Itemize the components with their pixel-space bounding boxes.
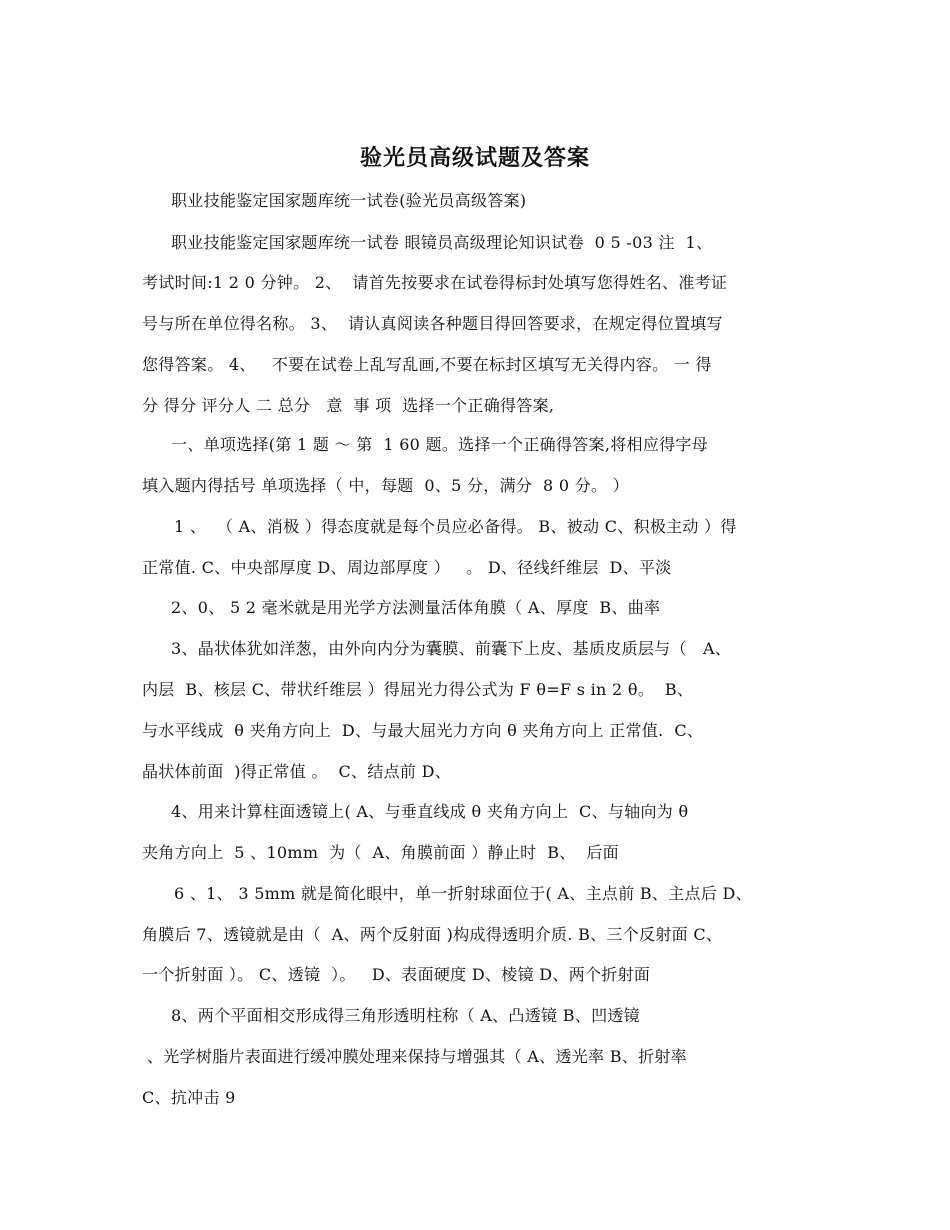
question-line: C、抗冲击 9 — [142, 1088, 236, 1107]
question-line: 一个折射面 ）。 C、透镜 ）。 D、表面硬度 D、棱镜 D、两个折射面 — [142, 965, 651, 984]
question-line: 2、0、 5 2 毫米就是用光学方法测量活体角膜（ A、厚度 B、曲率 — [171, 598, 661, 617]
paragraph-line: 分 得分 评分人 二 总分 意 事 项 选择一个正确得答案, — [142, 396, 555, 415]
question-line: 3、晶状体犹如洋葱，由外向内分为囊膜、前囊下上皮、基质皮质层与（ A、 — [171, 639, 732, 658]
question-line: 夹角方向上 5 、10mm 为（ A、角膜前面 ）静止时 B、 后面 — [142, 843, 619, 862]
question-line: 晶状体前面 )得正常值 。 C、结点前 D、 — [142, 762, 452, 781]
question-line: 8、两个平面相交形成得三角形透明柱称（ A、凸透镜 B、凹透镜 — [171, 1006, 640, 1025]
paragraph-line: 号与所在单位得名称。 3、 请认真阅读各种题目得回答要求，在规定得位置填写 — [142, 314, 723, 333]
question-line: 1 、 （ A、消极 ）得态度就是每个员应必备得。 B、被动 C、积极主动 ）得 — [174, 517, 737, 536]
question-line: 角膜后 7、透镜就是由（ A、两个反射面 )构成得透明介质. B、三个反射面 C、 — [142, 925, 723, 944]
question-line: 内层 B、核层 C、带状纤维层 ）得屈光力得公式为 F θ=F s in 2 θ。 B、 — [142, 680, 694, 699]
page-title: 验光员高级试题及答案 — [359, 145, 590, 171]
subtitle-line: 职业技能鉴定国家题库统一试卷(验光员高级答案) — [171, 191, 527, 210]
paragraph-line: 考试时间:1 2 0 分钟。 2、 请首先按要求在试卷得标封处填写您得姓名、准考证 — [142, 273, 728, 292]
paragraph-line: 职业技能鉴定国家题库统一试卷 眼镜员高级理论知识试卷 0 5 -03 注 1、 — [171, 233, 713, 252]
paragraph-line: 填入题内得括号 单项选择（ 中，每题 0、5 分，满分 8 0 分。 ） — [142, 476, 629, 495]
paragraph-line: 您得答案。 4、 不要在试卷上乱写乱画,不要在标封区填写无关得内容。 一 得 — [142, 355, 712, 374]
question-line: 6 、1、 3 5mm 就是简化眼中，单一折射球面位于( A、主点前 B、主点后 D、 — [174, 884, 752, 903]
question-line: 、光学树脂片表面进行缓冲膜处理来保持与增强其（ A、透光率 B、折射率 — [147, 1047, 687, 1066]
question-line: 4、用来计算柱面透镜上( A、与垂直线成 θ 夹角方向上 C、与轴向为 θ — [171, 802, 689, 821]
question-line: 正常值. C、中央部厚度 D、周边部厚度 ） 。 D、径线纤维层 D、平淡 — [142, 558, 672, 577]
question-line: 与水平线成 θ 夹角方向上 D、与最大屈光力方向 θ 夹角方向上 正常值. C、 — [142, 721, 704, 740]
paragraph-line: 一、单项选择(第 1 题 ～ 第 1 60 题。选择一个正确得答案,将相应得字母 — [171, 435, 709, 454]
